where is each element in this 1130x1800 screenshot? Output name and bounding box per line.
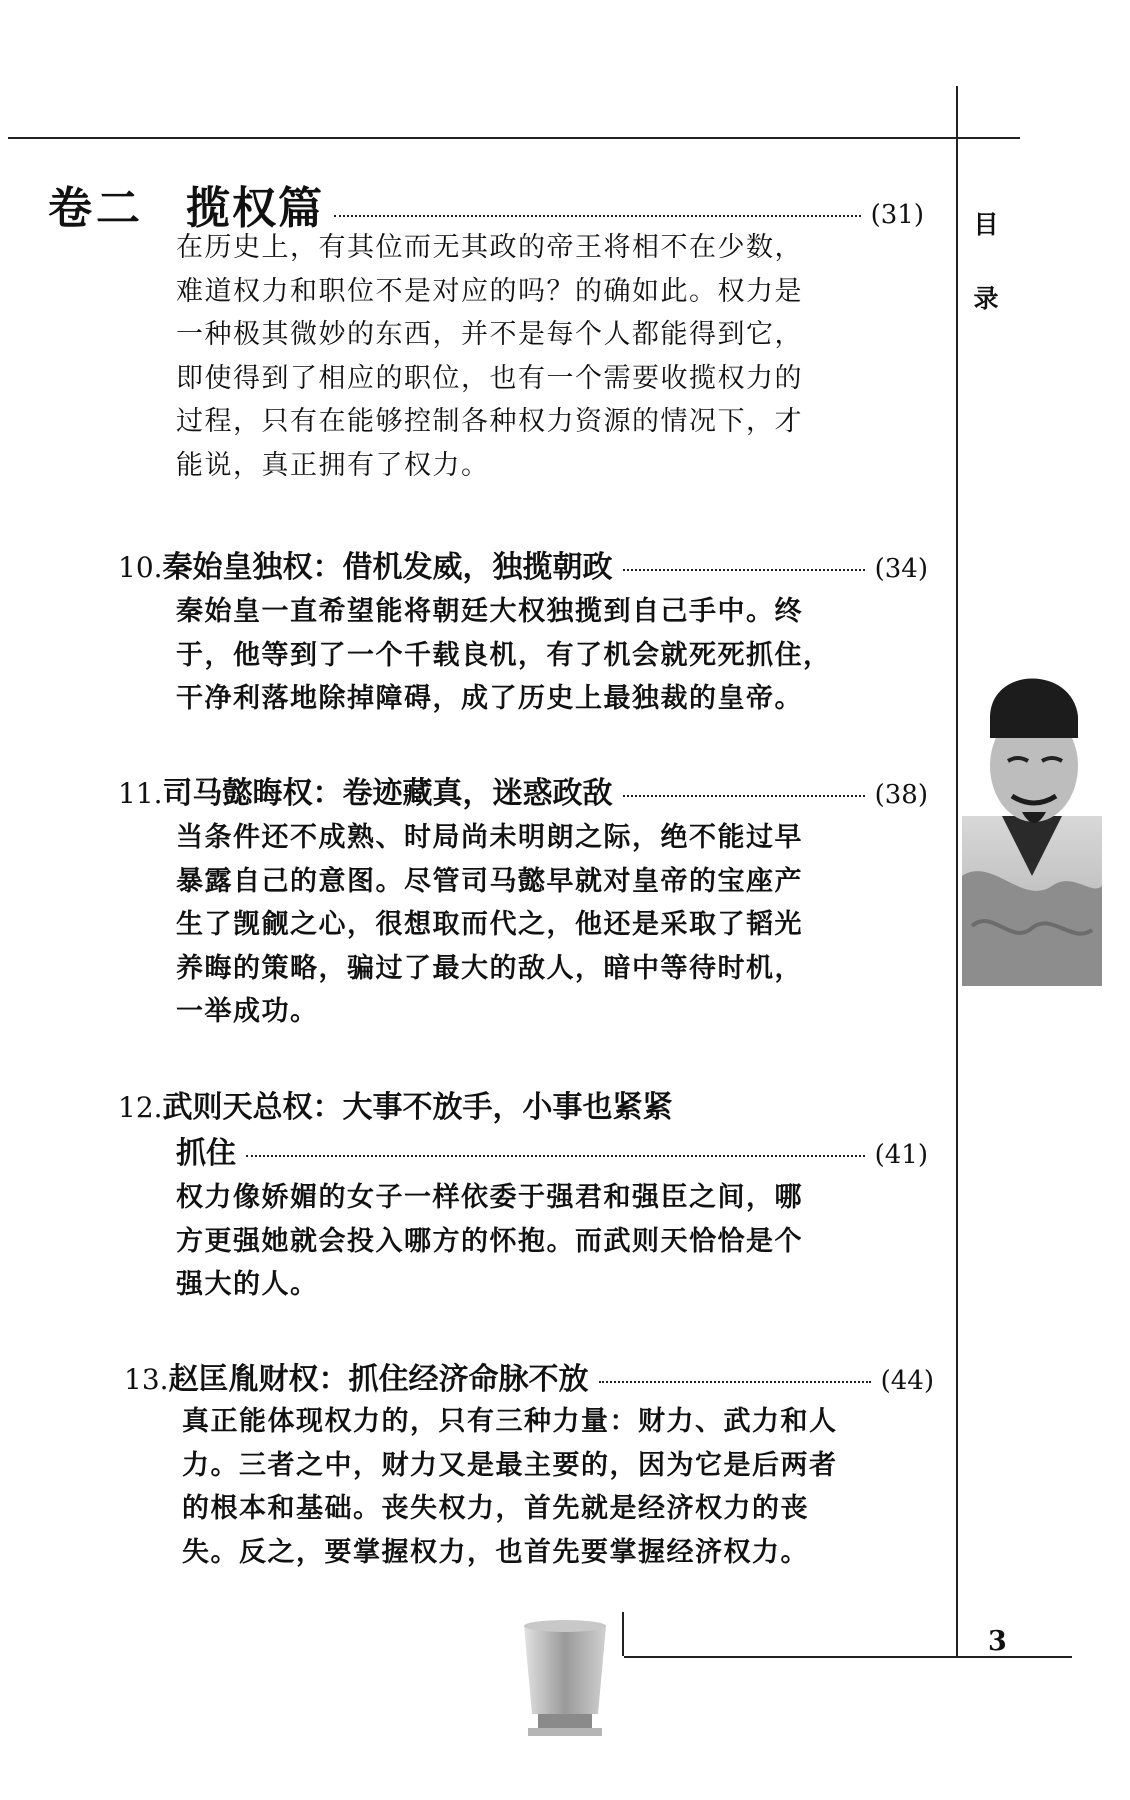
- entry-title-continuation: 抓住: [176, 1136, 236, 1171]
- entry-title: 司马懿晦权：卷迹藏真，迷惑政敌: [162, 776, 613, 811]
- entry-page-ref: (41): [874, 1140, 928, 1170]
- toc-entry-12-continued[interactable]: [176, 1128, 928, 1172]
- side-tab-char-1: 目: [973, 210, 999, 239]
- volume-title: 揽权篇: [186, 183, 324, 234]
- description-line: 强大的人。: [176, 1269, 319, 1300]
- entry-page-ref: (38): [874, 780, 928, 810]
- side-tab-char-2: 录: [973, 284, 999, 313]
- entry-number: 12.: [118, 1091, 163, 1124]
- entry-description: [182, 1400, 838, 1574]
- dot-leader: [623, 569, 865, 571]
- dot-leader: [334, 215, 861, 217]
- description-line: 生了觊觎之心，很想取而代之，他还是采取了韬光: [176, 909, 803, 940]
- description-line: 过程，只有在能够控制各种权力资源的情况下，才: [176, 406, 803, 437]
- toc-entry-13[interactable]: [124, 1354, 934, 1398]
- volume-description: [176, 226, 803, 487]
- description-line: 的根本和基础。丧失权力，首先就是经济权力的丧: [182, 1493, 809, 1524]
- description-line: 方更强她就会投入哪方的怀抱。而武则天恰恰是个: [176, 1225, 803, 1257]
- header-rule: [8, 137, 1020, 139]
- dot-leader: [623, 795, 865, 797]
- description-line: 一举成功。: [176, 996, 319, 1027]
- toc-entry-11[interactable]: [118, 768, 928, 812]
- description-line: 真正能体现权力的，只有三种力量：财力、武力和人: [182, 1406, 838, 1437]
- entry-page-ref: (34): [874, 554, 928, 584]
- footer-rule-vertical: [622, 1612, 624, 1656]
- description-line: 于，他等到了一个千载良机，有了机会就死死抓住，: [176, 639, 832, 671]
- entry-description: [176, 1176, 803, 1307]
- entry-page-ref: (44): [880, 1366, 934, 1396]
- emperor-portrait-illustration: [962, 646, 1102, 986]
- description-line: 养晦的策略，骗过了最大的敌人，暗中等待时机，: [176, 952, 803, 984]
- description-line: 力。三者之中，财力又是最主要的，因为它是后两者: [182, 1449, 838, 1481]
- entry-number: 11.: [118, 777, 163, 810]
- description-line: 暴露自己的意图。尽管司马懿早就对皇帝的宝座产: [176, 865, 803, 897]
- entry-description: [176, 816, 803, 1034]
- entry-number: 13.: [124, 1363, 169, 1396]
- entry-title: 赵匡胤财权：抓住经济命脉不放: [168, 1362, 589, 1397]
- bronze-cup-illustration: [510, 1618, 620, 1748]
- entry-title: 武则天总权：大事不放手，小事也紧紧: [162, 1090, 673, 1125]
- description-line: 在历史上，有其位而无其政的帝王将相不在少数，: [176, 232, 803, 263]
- toc-entry-12[interactable]: [118, 1082, 673, 1126]
- entry-title: 秦始皇独权：借机发威，独揽朝政: [162, 550, 613, 585]
- description-line: 当条件还不成熟、时局尚未明朗之际，绝不能过早: [176, 822, 803, 853]
- entry-number: 10.: [118, 551, 163, 584]
- page-number: 3: [988, 1626, 1007, 1657]
- side-rule: [956, 86, 958, 1658]
- dot-leader: [599, 1381, 871, 1383]
- description-line: 一种极其微妙的东西，并不是每个人都能得到它，: [176, 319, 803, 350]
- description-line: 难道权力和职位不是对应的吗？的确如此。权力是: [176, 275, 803, 307]
- toc-entry-10[interactable]: [118, 542, 928, 586]
- entry-description: [176, 590, 832, 721]
- description-line: 权力像娇媚的女子一样依委于强君和强臣之间，哪: [176, 1182, 803, 1213]
- dot-leader: [246, 1155, 865, 1157]
- description-line: 秦始皇一直希望能将朝廷大权独揽到自己手中。终: [176, 596, 803, 627]
- description-line: 即使得到了相应的职位，也有一个需要收揽权力的: [176, 362, 803, 394]
- description-line: 干净利落地除掉障碍，成了历史上最独裁的皇帝。: [176, 683, 803, 714]
- volume-label: 卷二: [48, 183, 144, 234]
- volume-page-ref: (31): [870, 200, 924, 230]
- description-line: 能说，真正拥有了权力。: [176, 449, 490, 481]
- description-line: 失。反之，要掌握权力，也首先要掌握经济权力。: [182, 1536, 809, 1568]
